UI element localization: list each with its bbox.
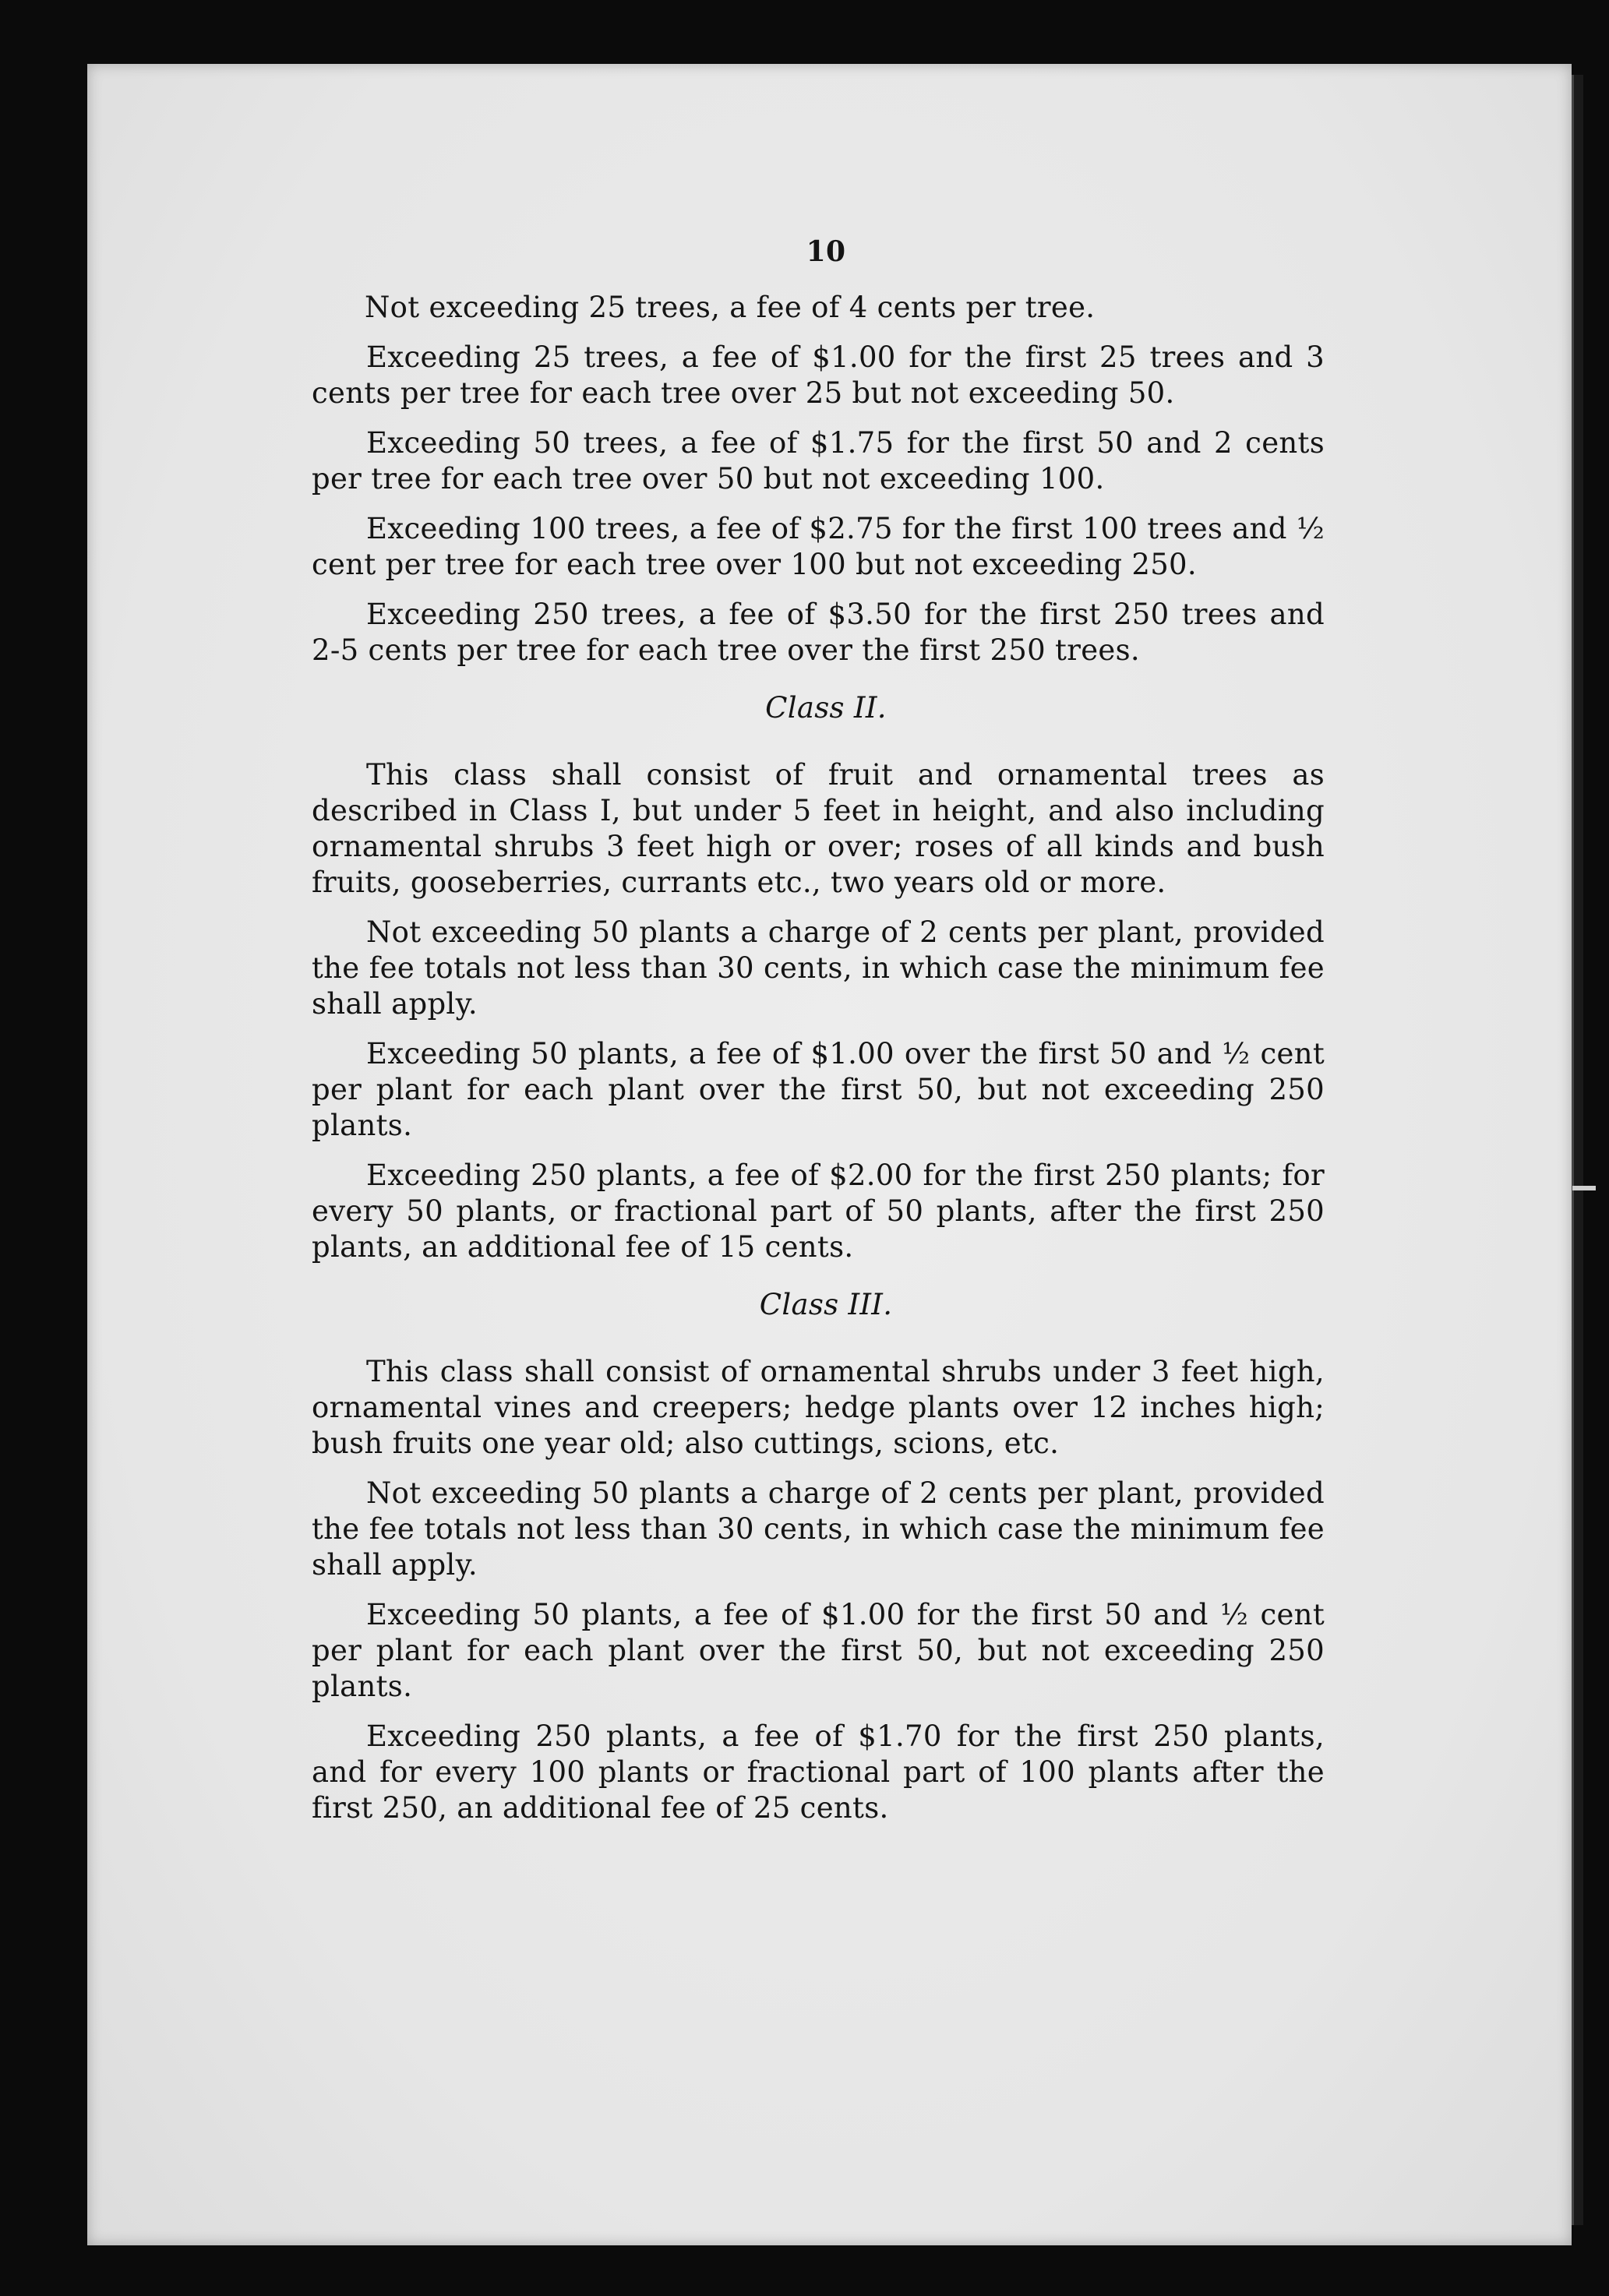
fee-paragraph: Exceeding 100 trees, a fee of $2.75 for the first 100 trees and ½ cent per tree for each tree over 100 but not exceeding 250. — [312, 512, 1325, 581]
class-ii-paragraph: Not exceeding 50 plants a charge of 2 cents per plant, provided the fee totals not less than 30 cents, in which case the minimum fee shall apply. — [312, 915, 1325, 1021]
fee-paragraph: Not exceeding 25 trees, a fee of 4 cents per tree. — [365, 291, 1096, 324]
class-iii-heading: Class III. — [759, 1288, 893, 1321]
class-iii-paragraph: Exceeding 50 plants, a fee of $1.00 for the first 50 and ½ cent per plant for each plant over the first 50, but not exceeding 250 plants. — [312, 1598, 1325, 1703]
class-ii-paragraph: This class shall consist of fruit and ornamental trees as described in Class I, but under 5 feet in height, and also including ornamental shrubs 3 feet high or over; roses of all kinds and bush fruits, gooseberries, currants etc., two years old or more. — [312, 758, 1325, 899]
class-iii-paragraph: Exceeding 250 plants, a fee of $1.70 for the first 250 plants, and for every 100 plants or fractional part of 100 plants after the first 250, an additional fee of 25 cents. — [312, 1719, 1325, 1825]
class-ii-paragraph: Exceeding 50 plants, a fee of $1.00 over the first 50 and ½ cent per plant for each plant over the first 50, but not exceeding 250 plants. — [312, 1037, 1325, 1142]
page-number: 10 — [806, 235, 846, 268]
class-iii-paragraph: This class shall consist of ornamental shrubs under 3 feet high, ornamental vines and creepers; hedge plants over 12 inches high; bush fruits one year old; also cuttings, scions, etc. — [312, 1355, 1325, 1460]
class-iii-paragraph: Not exceeding 50 plants a charge of 2 cents per plant, provided the fee totals not less than 30 cents, in which case the minimum fee shall apply. — [312, 1476, 1325, 1582]
page-edge-tick — [1572, 1186, 1596, 1190]
class-ii-paragraph: Exceeding 250 plants, a fee of $2.00 for the first 250 plants; for every 50 plants, or fractional part of 50 plants, after the first 250 plants, an additional fee of 15 cents. — [312, 1159, 1325, 1264]
fee-paragraph: Exceeding 50 trees, a fee of $1.75 for the first 50 and 2 cents per tree for each tree over 50 but not exceeding 100. — [312, 426, 1325, 496]
page-text — [312, 234, 1325, 1840]
fee-paragraph: Exceeding 250 trees, a fee of $3.50 for the first 250 trees and 2-5 cents per tree for each tree over the first 250 trees. — [312, 598, 1325, 667]
class-ii-heading: Class II. — [765, 691, 887, 725]
page-edge-shadow — [1572, 75, 1583, 2225]
fee-paragraph: Exceeding 25 trees, a fee of $1.00 for the first 25 trees and 3 cents per tree for each tree over 25 but not exceeding 50. — [312, 340, 1325, 410]
